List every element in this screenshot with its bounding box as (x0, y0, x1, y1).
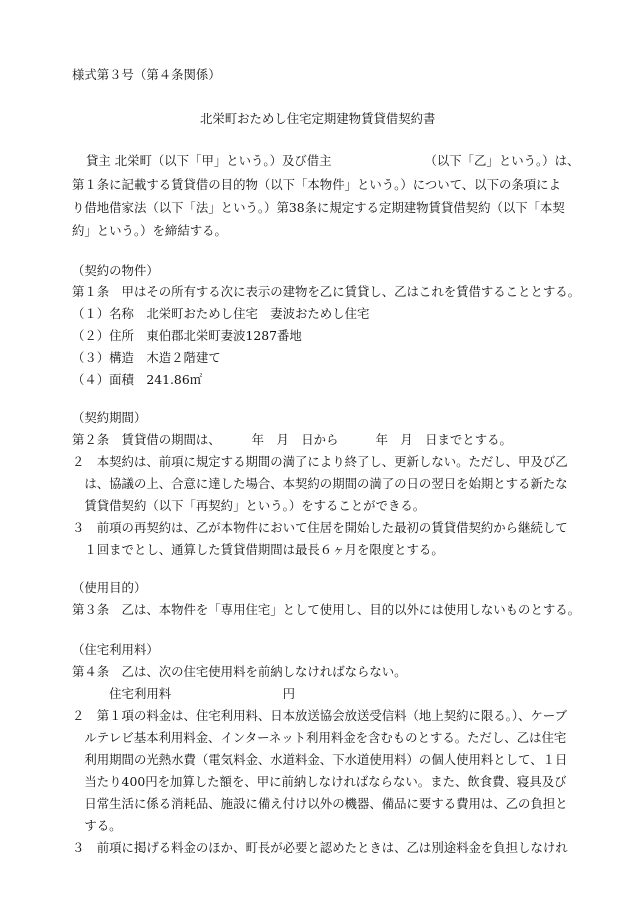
section-heading: （住宅利用料） (72, 642, 159, 657)
section-heading: （契約の物件） (72, 263, 159, 278)
section-heading: （使用目的） (72, 580, 147, 595)
article-line: する。 (72, 818, 122, 833)
article-item: （３）構造 木造２階建て (72, 350, 221, 365)
article-item: （１）名称 北栄町おためし住宅 妻波おためし住宅 (72, 306, 370, 321)
article-item: （４）面積 241.86㎡ (72, 372, 203, 387)
section-heading: （契約期間） (72, 410, 147, 425)
article-line: 日常生活に係る消耗品、施設に備え付け以外の機器、備品に要する費用は、乙の負担と (72, 796, 568, 811)
preamble-line: 貸主 北栄町（以下「甲」という。）及び借主 （以下「乙」という。）は、 (86, 153, 580, 168)
preamble-line: り借地借家法（以下「法」という。）第38条に規定する定期建物賃貸借契約（以下「本契 (72, 200, 565, 215)
article-line: は、協議の上、合意に達した場合、本契約の期間の満了の日の翌日を始期とする新たな (72, 476, 568, 491)
article-line: 第１条 甲はその所有する次に表示の建物を乙に賃貸し、乙はこれを賃借することとする。 (72, 284, 581, 299)
article-item: （２）住所 東伯郡北栄町妻波1287番地 (72, 328, 302, 343)
article-line: 第３条 乙は、本物件を「専用住宅」として使用し、目的以外には使用しないものとする。 (72, 602, 581, 617)
document-title: 北栄町おためし住宅定期建物賃貸借契約書 (200, 111, 436, 126)
article-line: 第４条 乙は、次の住宅使用料を前納しなければならない。 (72, 664, 407, 679)
preamble-line: 約」という。）を締結する。 (72, 223, 227, 238)
article-line: ３ 前項の再契約は、乙が本物件において住居を開始した最初の賃貸借契約から継続して (72, 520, 568, 535)
article-line: 第２条 賃貸借の期間は、 年 月 日から 年 月 日までとする。 (72, 432, 512, 447)
form-number: 様式第３号（第４条関係） (72, 67, 221, 82)
article-line: ルテレビ基本利用料金、インターネット利用料金を含むものとする。ただし、乙は住宅 (72, 730, 567, 745)
article-line: ２ 本契約は、前項に規定する期間の満了により終了し、更新しない。ただし、甲及び乙 (72, 454, 568, 469)
preamble-line: 第１条に記載する賃貸借の目的物（以下「本物件」という。）について、以下の条項によ (72, 177, 561, 192)
article-line: 当たり400円を加算した額を、甲に前納しなければならない。また、飲食費、寝具及び (72, 774, 567, 789)
fee-line: 住宅利用料 円 (72, 686, 296, 701)
article-line: １回までとし、通算した賃貸借期間は最長６ヶ月を限度とする。 (72, 542, 444, 557)
article-line: 利用期間の光熱水費（電気料金、水道料金、下水道使用料）の個人使用料として、１日 (72, 752, 568, 767)
article-line: ２ 第１項の料金は、住宅利用料、日本放送協会放送受信料（地上契約に限る。）、ケーブ (72, 708, 567, 723)
article-line: 賃貸借契約（以下「再契約」という。）をすることができる。 (72, 498, 426, 513)
article-line: ３ 前項に掲げる料金のほか、町長が必要と認めたときは、乙は別途料金を負担しなけれ (72, 840, 568, 855)
